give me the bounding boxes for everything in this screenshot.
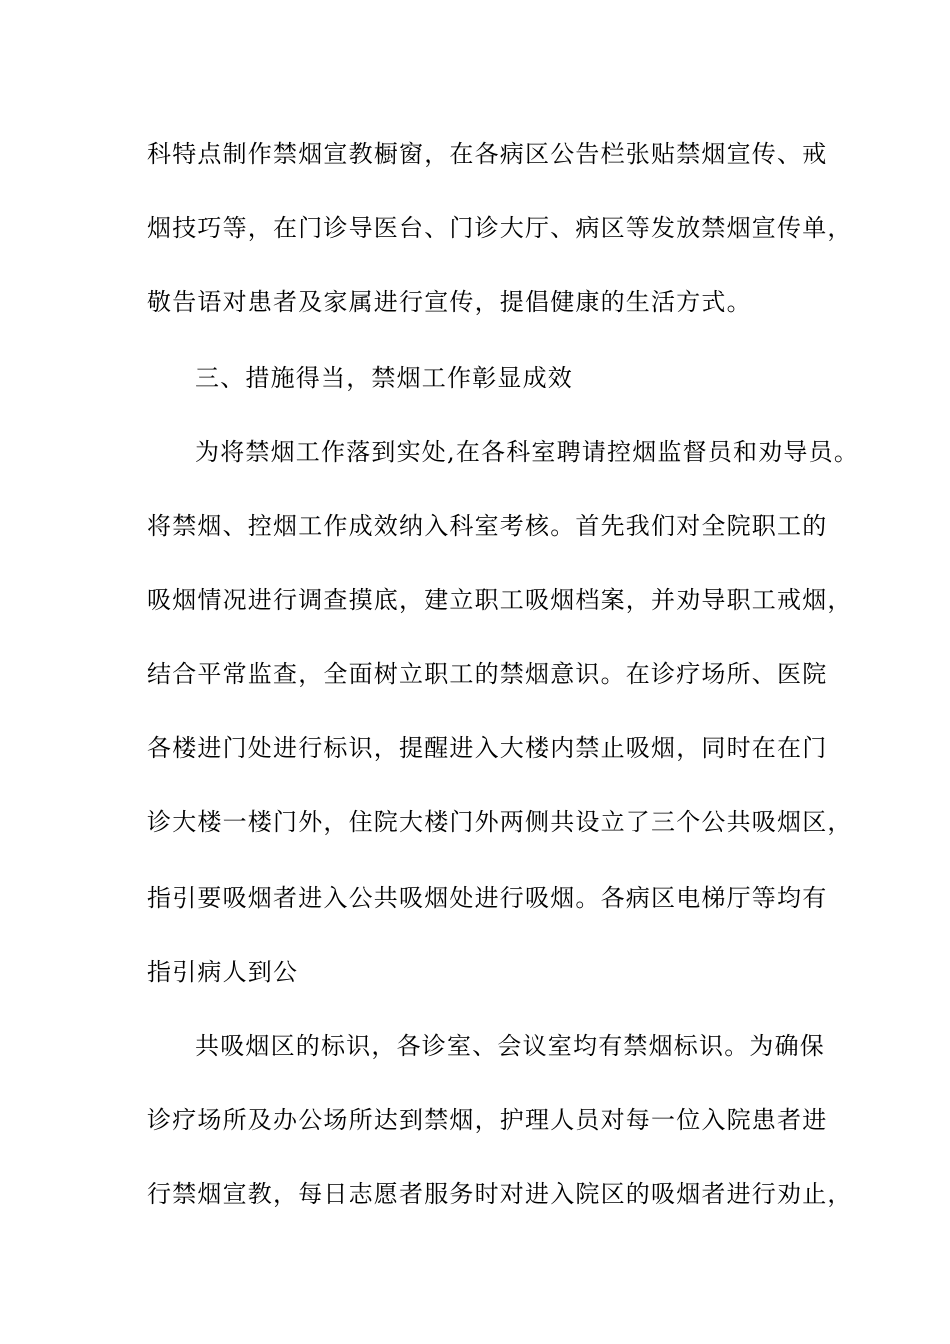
text-line: 结合平常监查，全面树立职工的禁烟意识。在诊疗场所、医院 bbox=[147, 660, 828, 688]
text-line: 共吸烟区的标识，各诊室、会议室均有禁烟标识。为确保 bbox=[195, 1032, 825, 1060]
text-line: 诊大楼一楼门外，住院大楼门外两侧共设立了三个公共吸烟区， bbox=[147, 808, 853, 836]
text-line: 行禁烟宣教，每日志愿者服务时对进入院区的吸烟者进行劝止， bbox=[147, 1180, 853, 1208]
text-line: 科特点制作禁烟宣教橱窗，在各病区公告栏张贴禁烟宣传、戒 bbox=[147, 140, 828, 168]
text-line: 为将禁烟工作落到实处,在各科室聘请控烟监督员和劝导员。 bbox=[195, 438, 860, 466]
text-line: 各楼进门处进行标识，提醒进入大楼内禁止吸烟，同时在在门 bbox=[147, 734, 828, 762]
text-line: 吸烟情况进行调查摸底，建立职工吸烟档案，并劝导职工戒烟， bbox=[147, 586, 853, 614]
section-heading: 三、措施得当，禁烟工作彰显成效 bbox=[195, 364, 573, 392]
text-line: 指引要吸烟者进入公共吸烟处进行吸烟。各病区电梯厅等均有 bbox=[147, 884, 828, 912]
text-line: 将禁烟、控烟工作成效纳入科室考核。首先我们对全院职工的 bbox=[147, 512, 828, 540]
text-line: 敬告语对患者及家属进行宣传，提倡健康的生活方式。 bbox=[147, 288, 752, 316]
text-line: 诊疗场所及办公场所达到禁烟，护理人员对每一位入院患者进 bbox=[147, 1106, 828, 1134]
text-line: 指引病人到公 bbox=[147, 958, 299, 986]
text-line: 烟技巧等，在门诊导医台、门诊大厅、病区等发放禁烟宣传单， bbox=[147, 214, 853, 242]
